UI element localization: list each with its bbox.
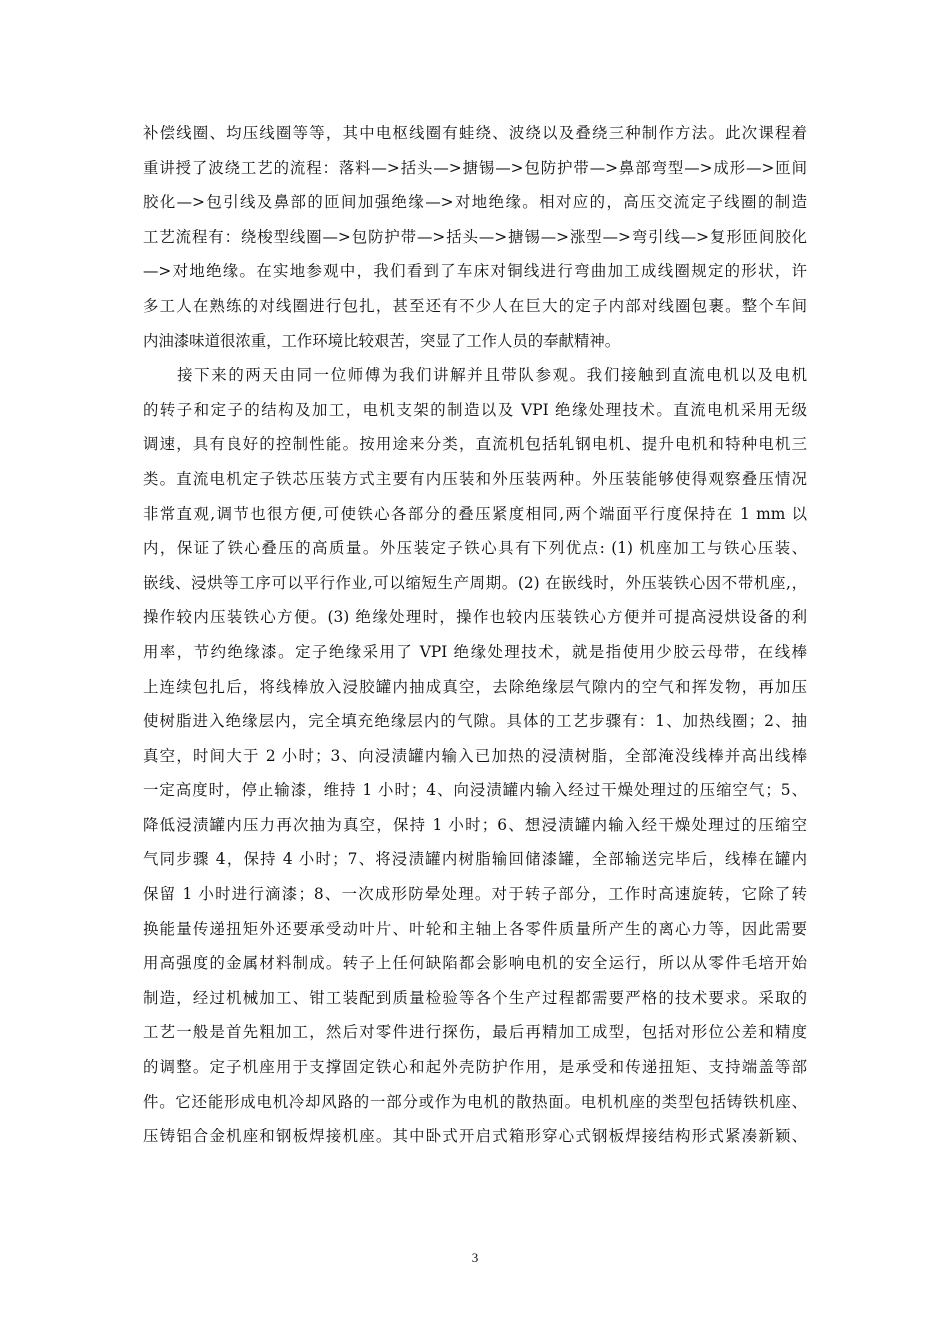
text-line: 调速，具有良好的控制性能。按用途来分类，直流机包括轧钢电机、提升电机和特种电机三 (143, 435, 807, 454)
text-line: 嵌线、浸烘等工序可以平行作业,可以缩短生产周期。(2) 在嵌线时，外压装铁心因不带机座,， (143, 573, 807, 592)
text-line: 接下来的两天由同一位师傅为我们讲解并且带队参观。我们接触到直流电机以及电机 (143, 366, 807, 385)
text-line: 降低浸渍罐内压力再次抽为真空，保持 1 小时；6、想浸渍罐内输入经干燥处理过的压缩空 (143, 815, 807, 834)
text-line: 类。直流电机定子铁芯压装方式主要有内压装和外压装两种。外压装能够使得观察叠压情况 (143, 469, 807, 488)
text-line: —>对地绝缘。在实地参观中，我们看到了车床对铜线进行弯曲加工成线圈规定的形状，许 (143, 262, 807, 281)
text-line: 压铸铝合金机座和钢板焊接机座。其中卧式开启式箱形穿心式钢板焊接结构形式紧凑新颖、 (143, 1127, 807, 1146)
text-line: 的转子和定子的结构及加工，电机支架的制造以及 VPI 绝缘处理技术。直流电机采用无级 (143, 400, 807, 419)
paragraph-1 (143, 116, 807, 358)
text-line: 胶化—>包引线及鼻部的匝间加强绝缘—>对地绝缘。相对应的，高压交流定子线圈的制造 (143, 193, 807, 212)
text-line: 非常直观,调节也很方便,可使铁心各部分的叠压紧度相同,两个端面平行度保持在 1 mm 以 (143, 504, 807, 523)
text-line: 上连续包扎后，将线棒放入浸胶罐内抽成真空，去除绝缘层气隙内的空气和挥发物，再加压 (143, 677, 807, 696)
text-line: 工艺一般是首先粗加工，然后对零件进行探伤，最后再精加工成型，包括对形位公差和精度 (143, 1023, 807, 1042)
paragraph-2 (143, 358, 807, 1154)
text-line: 的调整。定子机座用于支撑固定铁心和起外壳防护作用，是承受和传递扭矩、支持端盖等部 (143, 1058, 807, 1077)
text-line: 内，保证了铁心叠压的高质量。外压装定子铁心具有下列优点: (1) 机座加工与铁心压装、 (143, 539, 807, 558)
body-text (143, 116, 807, 1154)
text-line: 真空，时间大于 2 小时；3、向浸渍罐内输入已加热的浸渍树脂，全部淹没线棒并高出线棒 (143, 746, 807, 765)
text-line: 制造，经过机械加工、钳工装配到质量检验等各个生产过程都需要严格的技术要求。采取的 (143, 988, 807, 1007)
text-line: 内油漆味道很浓重，工作环境比较艰苦，突显了工作人员的奉献精神。 (143, 331, 621, 350)
text-line: 件。它还能形成电机冷却风路的一部分或作为电机的散热面。电机机座的类型包括铸铁机座、 (143, 1092, 807, 1111)
text-line: 保留 1 小时进行滴漆；8、一次成形防晕处理。对于转子部分，工作时高速旋转，它除了转 (143, 885, 807, 904)
text-line: 用率，节约绝缘漆。定子绝缘采用了 VPI 绝缘处理技术，就是指使用少胶云母带，在线棒 (143, 642, 807, 661)
text-line: 气同步骤 4，保持 4 小时；7、将浸渍罐内树脂输回储漆罐，全部输送完毕后，线棒在罐内 (143, 850, 807, 869)
text-line: 用高强度的金属材料制成。转子上任何缺陷都会影响电机的安全运行，所以从零件毛培开始 (143, 954, 807, 973)
page-number: 3 (471, 1250, 479, 1265)
text-line: 一定高度时，停止输漆，维持 1 小时；4、向浸渍罐内输入经过干燥处理过的压缩空气；5、 (143, 781, 807, 800)
text-line: 工艺流程有：绕梭型线圈—>包防护带—>括头—>搪锡—>涨型—>弯引线—>复形匝间胶化 (143, 227, 807, 246)
text-line: 多工人在熟练的对线圈进行包扎，甚至还有不少人在巨大的定子内部对线圈包裹。整个车间 (143, 296, 807, 315)
text-line: 使树脂进入绝缘层内，完全填充绝缘层内的气隙。具体的工艺步骤有：1、加热线圈；2、抽 (143, 712, 807, 731)
text-line: 重讲授了波绕工艺的流程：落料—>括头—>搪锡—>包防护带—>鼻部弯型—>成形—>匝间 (143, 158, 807, 177)
text-line: 补偿线圈、均压线圈等等，其中电枢线圈有蛙绕、波绕以及叠绕三种制作方法。此次课程着 (143, 124, 807, 142)
text-line: 换能量传递扭矩外还要承受动叶片、叶轮和主轴上各零件质量所产生的离心力等，因此需要 (143, 919, 807, 938)
text-line: 操作较内压装铁心方便。(3) 绝缘处理时，操作也较内压装铁心方便并可提高浸烘设备的利 (143, 608, 807, 627)
